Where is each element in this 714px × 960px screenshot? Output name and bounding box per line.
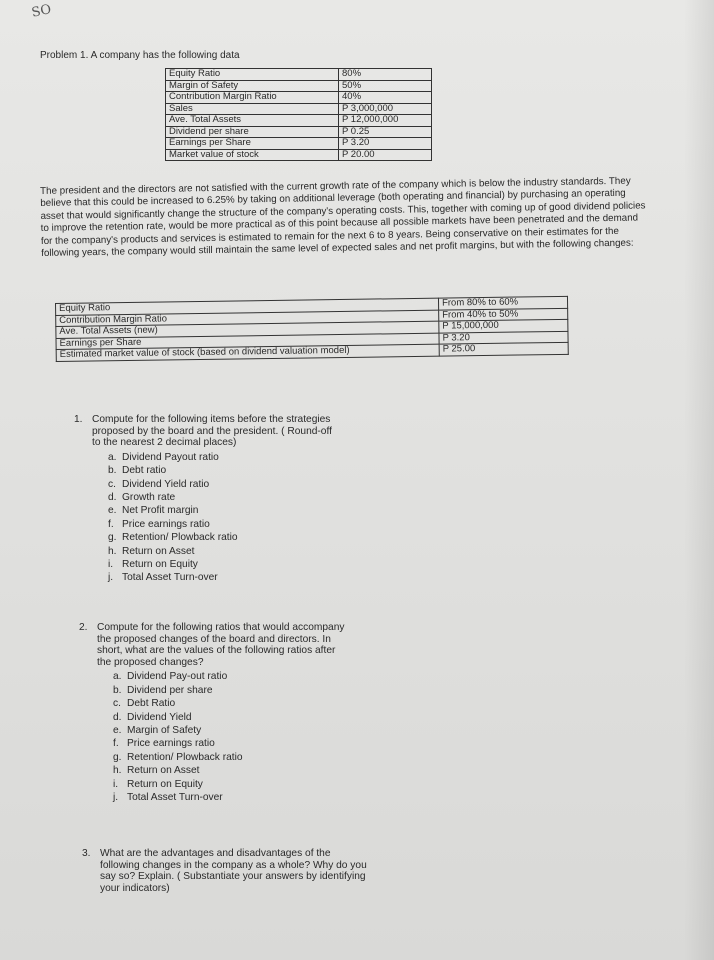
list-item: i. Return on Equity [108,559,198,571]
list-item: c. Debt Ratio [113,698,176,710]
list-item: g. Retention/ Plowback ratio [113,751,243,763]
table-row: Dividend per share P 0.25 [166,126,432,138]
page-shadow [684,0,714,960]
table-row: Estimated market value of stock (based on dividend valuation model) P 25.00 [56,342,568,361]
problem-title: Problem 1. A company has the following data [40,50,240,61]
table-row: Ave. Total Assets (new) P 15,000,000 [56,319,568,338]
table-row: Market value of stock P 20.00 [166,149,432,161]
list-item: c. Dividend Yield ratio [108,478,210,490]
proposed-changes-table [55,296,569,362]
question-2-items [113,670,347,804]
table-row: Earnings per Share P 3.20 [56,331,568,350]
question-3 [82,848,370,894]
list-item: b. Dividend per share [113,684,213,696]
table-row: Equity Ratio From 80% to 60% [56,296,568,315]
question-1 [74,414,332,585]
list-item: h. Return on Asset [108,545,195,557]
table-row: Contribution Margin Ratio 40% [166,92,432,104]
list-item: b. Debt ratio [108,465,167,477]
list-item: f. Price earnings ratio [108,518,210,530]
handwritten-mark: SO [30,1,53,21]
list-item: d. Growth rate [108,492,176,503]
list-item: j. Total Asset Turn-over [108,572,218,584]
list-item: d. Dividend Yield [113,711,192,723]
list-item: j. Total Asset Turn-over [113,792,223,804]
list-item: g. Retention/ Plowback ratio [108,532,238,544]
table-row: Equity Ratio 80% [166,69,432,81]
table-row: Sales P 3,000,000 [166,103,432,115]
list-item: f. Price earnings ratio [113,738,215,750]
question-2 [79,622,347,804]
question-number: 3. [82,848,91,859]
table-row: Contribution Margin Ratio From 40% to 50% [56,308,568,327]
table-row: Ave. Total Assets P 12,000,000 [166,115,432,127]
given-data-table [165,68,432,161]
list-item: h. Return on Asset [113,765,200,777]
question-number: 2. [79,622,88,633]
table-row: Margin of Safety 50% [166,80,432,92]
list-item: a. Dividend Payout ratio [108,451,219,463]
list-item: e. Margin of Safety [113,725,202,736]
problem-paragraph: The president and the directors are not satisfied with the current growth rate of the company which is below the industry standards. They believe that this could be increased to 6.25% by taking on additional leverage (both operating and financial) by purchasing an operating asset that would significantly change the structure of the company's operating costs. This, together with coming up of good dividend policies to improve the retention rate, would be more practical as of this point because all possible markets have been penetrated and the demand for the company's products and services is estimated to remain for the next 6 to 8 years. Being conservative on their estimates for the following years, the company would still maintain the same level of expected sales and net profit margins, but with the following changes: [40,175,646,260]
list-item: i. Return on Equity [113,778,203,790]
list-item: a. Dividend Pay-out ratio [113,671,228,683]
question-text: What are the advantages and disadvantages of the following changes in the company as a whole? Why do you say so? Explain. ( Substantiate your answers by identifying your indicators) [100,848,367,894]
question-1-items [108,451,332,585]
question-text: Compute for the following items before the strategies proposed by the board and the president. ( Round-off to the nearest 2 decimal places) [92,414,332,449]
question-number: 1. [74,414,83,425]
list-item: e. Net Profit margin [108,505,199,517]
question-text: Compute for the following ratios that would accompany the proposed changes of the board and directors. In short, what are the values of the following ratios after the proposed changes? [97,622,345,668]
table-row: Earnings per Share P 3.20 [166,138,432,150]
